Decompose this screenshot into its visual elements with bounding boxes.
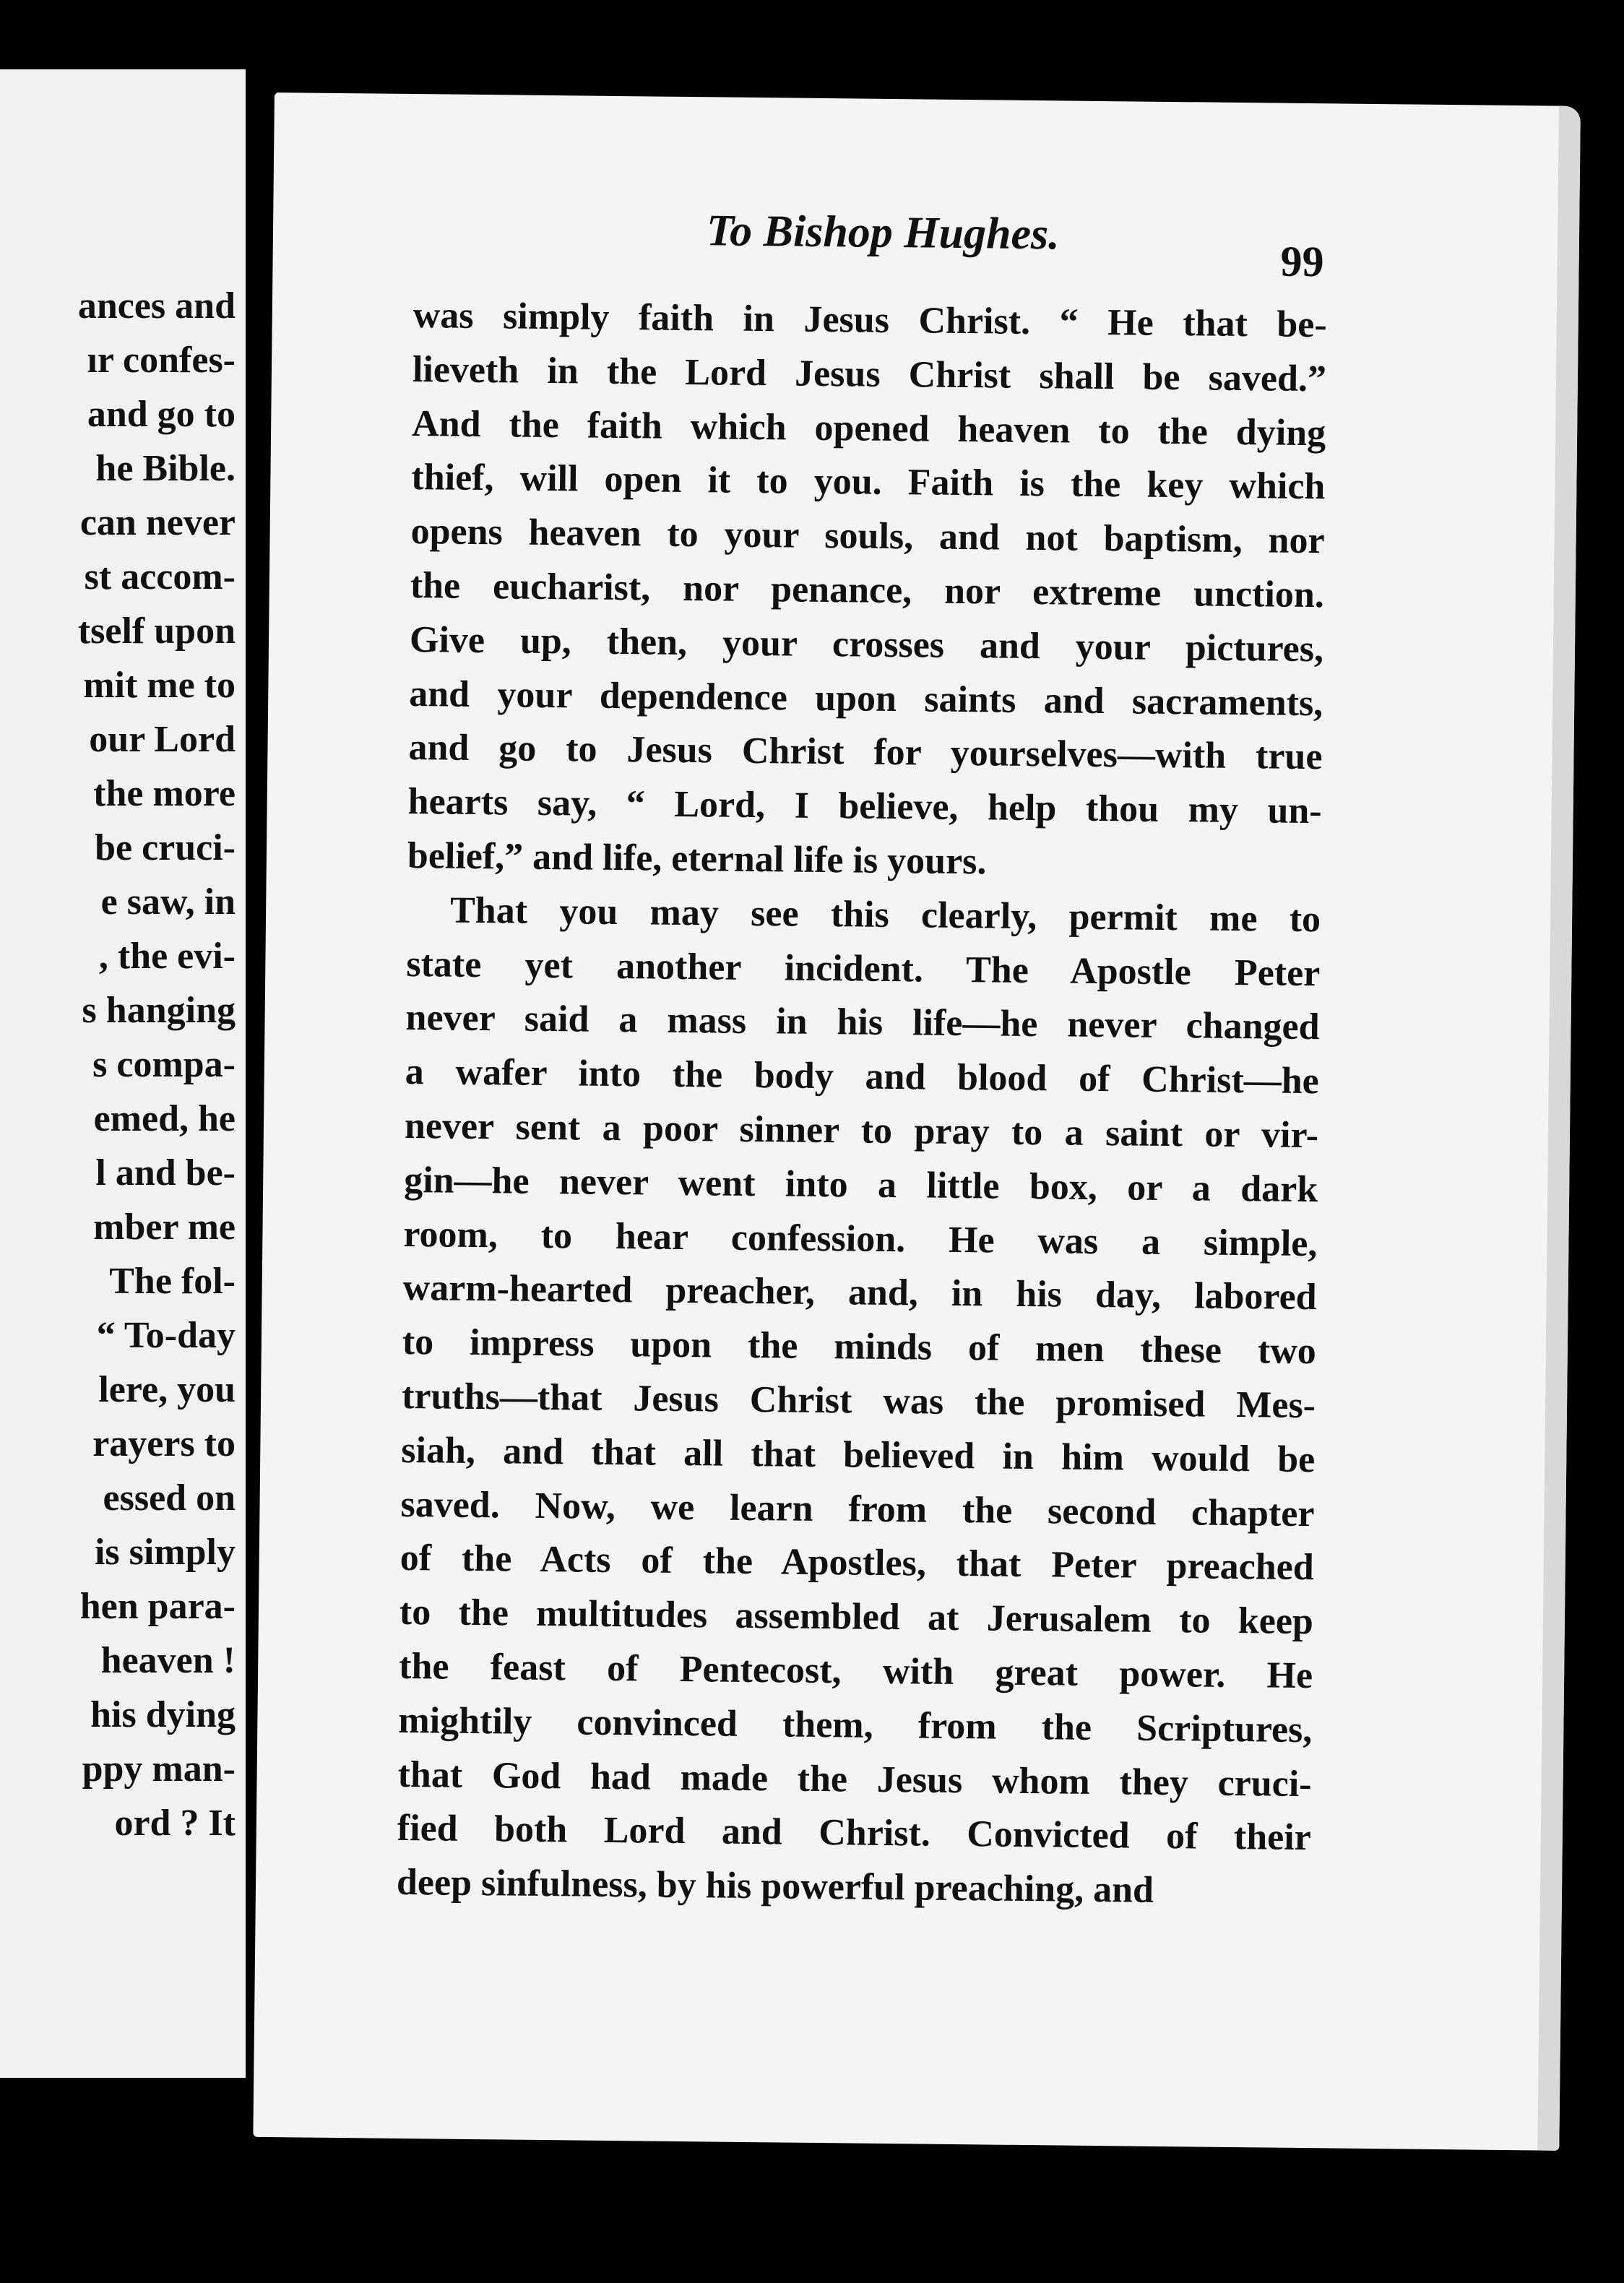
body-text-line: belief,” and life, eternal life is yours.	[407, 834, 987, 883]
page-body-text	[397, 289, 1327, 1920]
left-page-line: heaven !	[100, 1640, 236, 1681]
right-page	[253, 92, 1581, 2151]
body-text-line: that God had made the Jesus whom they cruci-	[397, 1753, 1312, 1805]
page-number: 99	[1280, 237, 1324, 286]
left-page-line: s compa-	[92, 1044, 236, 1085]
left-page-line: be cruci-	[95, 827, 236, 868]
body-text-line: That you may see this clearly, permit me to	[449, 889, 1321, 940]
left-page-line: our Lord	[89, 719, 236, 760]
body-text-line: saved. Now, we learn from the second chapter	[400, 1483, 1315, 1535]
left-page-line: ır confes-	[87, 340, 236, 381]
body-text-line: fied both Lord and Christ. Convicted of their	[397, 1808, 1312, 1859]
body-text-line: the eucharist, nor penance, nor extreme unction.	[410, 564, 1325, 616]
left-page-line: l and be-	[95, 1152, 236, 1194]
left-page-line: is simply	[94, 1532, 236, 1573]
body-text-line: was simply faith in Jesus Christ. “ He that be-	[413, 295, 1328, 346]
body-text-line: room, to hear confession. He was a simple,	[403, 1213, 1318, 1264]
left-page-line: e saw, in	[100, 881, 236, 923]
left-page-line: mber me	[93, 1207, 236, 1248]
left-page-line: essed on	[103, 1477, 236, 1519]
left-page-line: mit me to	[83, 665, 236, 706]
body-text-line: the feast of Pentecost, with great power. He	[398, 1645, 1313, 1697]
body-text-line: opens heaven to your souls, and not baptism, nor	[410, 511, 1325, 562]
left-page-line: he Bible.	[95, 448, 236, 489]
body-text-line: truths—that Jesus Christ was the promised Mes-	[401, 1375, 1316, 1427]
body-text-line: state yet another incident. The Apostle Peter	[406, 943, 1321, 994]
left-page-fragment	[0, 69, 246, 2078]
body-text-line: and go to Jesus Christ for yourselves—with true	[408, 727, 1323, 778]
body-text-line: to impress upon the minds of men these two	[402, 1321, 1317, 1373]
left-page-line: tself upon	[77, 610, 236, 652]
body-text-line: mightily convinced them, from the Scriptures,	[398, 1699, 1313, 1751]
left-page-line: The fol-	[109, 1261, 236, 1302]
left-page-line: ances and	[77, 285, 236, 327]
left-page-line: and go to	[87, 394, 236, 435]
left-page-line: st accom-	[84, 556, 236, 597]
body-text-line: Give up, then, your crosses and your pictures,	[409, 618, 1324, 670]
left-page-line: , the evi-	[98, 936, 236, 977]
left-page-line: hen para-	[79, 1586, 236, 1627]
body-text-line: to the multitudes assembled at Jerusalem to keep	[399, 1592, 1314, 1643]
body-text-line: lieveth in the Lord Jesus Christ shall be saved.”	[412, 348, 1327, 400]
left-page-line: his dying	[90, 1694, 236, 1735]
left-page-line: can never	[79, 502, 236, 543]
body-text-line: and your dependence upon saints and sacraments,	[408, 673, 1323, 724]
body-text-line: of the Acts of the Apostles, that Peter preached	[399, 1537, 1314, 1589]
body-text-line: And the faith which opened heaven to the dying	[411, 402, 1326, 454]
left-page-line: the more	[93, 773, 236, 814]
left-page-line: s hanging	[82, 990, 236, 1031]
running-head: To Bishop Hughes.	[706, 206, 1061, 259]
body-text-line: hearts say, “ Lord, I believe, help thou my un-	[407, 781, 1322, 832]
left-page-line: ord ? It	[114, 1803, 236, 1844]
body-text-line: warm-hearted preacher, and, in his day, labored	[402, 1267, 1317, 1319]
body-text-line: thief, will open it to you. Faith is the key which	[411, 457, 1326, 508]
body-text-line: never said a mass in his life—he never changed	[405, 997, 1320, 1048]
body-text-line: never sent a poor sinner to pray to a saint or vir-	[404, 1105, 1319, 1157]
left-page-line: rayers to	[92, 1423, 236, 1464]
left-page-line: lere, you	[98, 1369, 236, 1410]
body-text-line: deep sinfulness, by his powerful preaching, and	[396, 1862, 1154, 1911]
left-page-line: ppy man-	[82, 1748, 236, 1790]
left-page-line: “ To-day	[96, 1315, 236, 1356]
body-text-line: siah, and that all that believed in him would be	[401, 1429, 1316, 1480]
left-page-line: emed, he	[93, 1098, 236, 1139]
body-text-line: gin—he never went into a little box, or a dark	[403, 1159, 1318, 1210]
page-edge	[1537, 106, 1581, 2151]
body-text-line: a wafer into the body and blood of Christ—he	[405, 1051, 1320, 1102]
left-page-text	[78, 279, 236, 1850]
